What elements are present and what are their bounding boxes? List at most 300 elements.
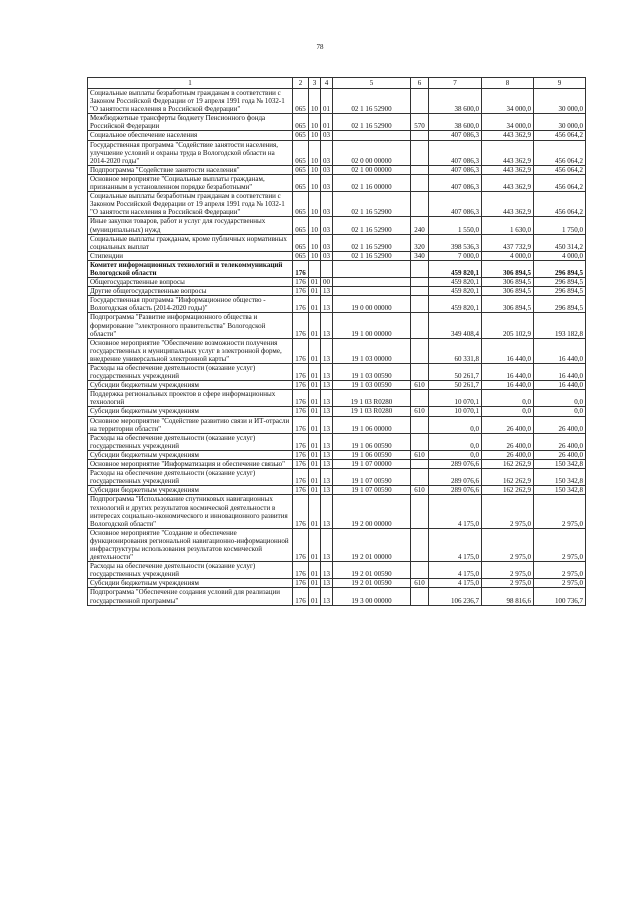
row-admin-code: 176 — [293, 296, 309, 313]
row-subsection: 13 — [321, 313, 333, 338]
row-name: Комитет информационных технологий и телекоммуникаций Вологодской области — [88, 260, 293, 277]
table-row — [88, 131, 586, 140]
header-col-8: 8 — [482, 78, 534, 89]
row-amount-3: 100 736,7 — [534, 588, 586, 605]
row-amount-1: 459 820,1 — [429, 296, 482, 313]
row-admin-code: 176 — [293, 562, 309, 579]
row-subsection: 13 — [321, 495, 333, 528]
table-row — [88, 114, 586, 131]
row-amount-2: 2 975,0 — [482, 495, 534, 528]
table-row — [88, 364, 586, 381]
header-col-5: 5 — [333, 78, 411, 89]
row-amount-3: 296 894,5 — [534, 278, 586, 287]
row-section: 01 — [309, 278, 321, 287]
row-section: 01 — [309, 296, 321, 313]
row-amount-2: 98 816,6 — [482, 588, 534, 605]
row-amount-1: 38 600,0 — [429, 114, 482, 131]
row-name: Расходы на обеспечение деятельности (оказание услуг) государственных учреждений — [88, 469, 293, 486]
row-section: 01 — [309, 364, 321, 381]
row-amount-2: 443 362,9 — [482, 192, 534, 217]
row-target-code: 19 1 00 00000 — [333, 313, 411, 338]
row-section — [309, 260, 321, 277]
row-amount-1: 60 331,8 — [429, 338, 482, 363]
table-row — [88, 495, 586, 528]
header-col-9: 9 — [534, 78, 586, 89]
row-target-code: 19 1 03 R0280 — [333, 390, 411, 407]
row-admin-code: 176 — [293, 495, 309, 528]
row-amount-1: 349 408,4 — [429, 313, 482, 338]
row-target-code: 19 2 01 00590 — [333, 562, 411, 579]
table-row — [88, 165, 586, 174]
row-amount-3: 26 400,0 — [534, 433, 586, 450]
row-section: 10 — [309, 89, 321, 114]
row-amount-2: 16 440,0 — [482, 338, 534, 363]
row-target-code — [333, 131, 411, 140]
row-target-code: 02 1 00 00000 — [333, 165, 411, 174]
row-target-code: 19 1 06 00000 — [333, 416, 411, 433]
row-subsection: 13 — [321, 588, 333, 605]
row-amount-1: 459 820,1 — [429, 287, 482, 296]
row-expense-type — [411, 260, 429, 277]
row-name: Иные закупки товаров, работ и услуг для государственных (муниципальных) нужд — [88, 217, 293, 234]
row-subsection: 13 — [321, 364, 333, 381]
row-admin-code: 176 — [293, 381, 309, 390]
row-name: Расходы на обеспечение деятельности (оказание услуг) государственных учреждений — [88, 433, 293, 450]
row-expense-type — [411, 460, 429, 469]
row-subsection: 13 — [321, 296, 333, 313]
row-admin-code: 065 — [293, 89, 309, 114]
row-target-code — [333, 287, 411, 296]
row-amount-1: 106 236,7 — [429, 588, 482, 605]
row-expense-type — [411, 313, 429, 338]
table-row — [88, 338, 586, 363]
row-section: 01 — [309, 579, 321, 588]
row-name: Основное мероприятие "Обеспечение возможности получения государственных и муниципальных услуг в электронной форме, внедрение универсальной электронной карты" — [88, 338, 293, 363]
row-expense-type — [411, 469, 429, 486]
row-name: Субсидии бюджетным учреждениям — [88, 486, 293, 495]
table-row — [88, 287, 586, 296]
header-col-2: 2 — [293, 78, 309, 89]
row-expense-type: 610 — [411, 407, 429, 416]
row-subsection: 03 — [321, 192, 333, 217]
row-target-code: 02 1 16 52900 — [333, 114, 411, 131]
row-section: 10 — [309, 114, 321, 131]
row-name: Государственная программа "Информационное общество - Вологодская область (2014-2020 годы)" — [88, 296, 293, 313]
row-expense-type — [411, 278, 429, 287]
row-amount-1: 50 261,7 — [429, 364, 482, 381]
row-subsection: 01 — [321, 114, 333, 131]
table-header-row — [88, 78, 586, 89]
row-amount-2: 26 400,0 — [482, 416, 534, 433]
row-name: Другие общегосударственные вопросы — [88, 287, 293, 296]
row-section: 10 — [309, 251, 321, 260]
table-row — [88, 260, 586, 277]
row-admin-code: 176 — [293, 486, 309, 495]
row-subsection: 13 — [321, 486, 333, 495]
table-row — [88, 192, 586, 217]
row-target-code: 19 1 07 00000 — [333, 460, 411, 469]
row-section: 01 — [309, 416, 321, 433]
row-section: 10 — [309, 140, 321, 165]
row-subsection: 13 — [321, 407, 333, 416]
row-admin-code: 065 — [293, 217, 309, 234]
row-amount-2: 306 894,5 — [482, 287, 534, 296]
row-amount-1: 0,0 — [429, 433, 482, 450]
row-amount-3: 16 440,0 — [534, 338, 586, 363]
row-expense-type — [411, 495, 429, 528]
row-name: Субсидии бюджетным учреждениям — [88, 450, 293, 459]
row-target-code: 19 1 03 00590 — [333, 381, 411, 390]
row-name: Основное мероприятие "Информатизация и обеспечение связью" — [88, 460, 293, 469]
row-section: 01 — [309, 528, 321, 561]
row-target-code: 19 2 00 00000 — [333, 495, 411, 528]
row-expense-type: 320 — [411, 234, 429, 251]
row-admin-code: 176 — [293, 450, 309, 459]
row-amount-1: 407 086,3 — [429, 174, 482, 191]
row-expense-type — [411, 89, 429, 114]
row-name: Основное мероприятие "Социальные выплаты гражданам, признанным в установленном порядке безработными" — [88, 174, 293, 191]
row-amount-3: 450 314,2 — [534, 234, 586, 251]
row-section: 01 — [309, 407, 321, 416]
row-name: Подпрограмма "Обеспечение создания условий для реализации государственной программы" — [88, 588, 293, 605]
table-row — [88, 381, 586, 390]
row-amount-2: 443 362,9 — [482, 140, 534, 165]
row-subsection: 13 — [321, 562, 333, 579]
row-name: Стипендии — [88, 251, 293, 260]
table-row — [88, 251, 586, 260]
row-amount-2: 34 000,0 — [482, 89, 534, 114]
row-expense-type: 240 — [411, 217, 429, 234]
row-amount-2: 306 894,5 — [482, 296, 534, 313]
row-amount-2: 162 262,9 — [482, 469, 534, 486]
row-admin-code: 176 — [293, 287, 309, 296]
table-row — [88, 407, 586, 416]
row-amount-1: 407 086,3 — [429, 192, 482, 217]
row-amount-3: 2 975,0 — [534, 562, 586, 579]
row-admin-code: 176 — [293, 338, 309, 363]
row-amount-3: 193 182,8 — [534, 313, 586, 338]
row-section: 01 — [309, 469, 321, 486]
row-amount-2: 16 440,0 — [482, 381, 534, 390]
row-section: 01 — [309, 381, 321, 390]
row-amount-3: 456 064,2 — [534, 131, 586, 140]
row-section: 10 — [309, 131, 321, 140]
row-target-code: 19 1 07 00590 — [333, 486, 411, 495]
row-expense-type — [411, 287, 429, 296]
row-target-code: 19 2 01 00590 — [333, 579, 411, 588]
table-row — [88, 486, 586, 495]
row-subsection: 03 — [321, 217, 333, 234]
row-expense-type: 610 — [411, 450, 429, 459]
row-admin-code: 065 — [293, 234, 309, 251]
row-amount-3: 456 064,2 — [534, 165, 586, 174]
row-target-code: 19 0 00 00000 — [333, 296, 411, 313]
row-target-code: 19 1 06 00590 — [333, 433, 411, 450]
row-target-code: 19 3 00 00000 — [333, 588, 411, 605]
row-section: 01 — [309, 433, 321, 450]
table-row — [88, 579, 586, 588]
row-expense-type — [411, 390, 429, 407]
row-subsection: 03 — [321, 234, 333, 251]
row-amount-1: 407 086,3 — [429, 165, 482, 174]
row-amount-3: 0,0 — [534, 407, 586, 416]
row-target-code — [333, 278, 411, 287]
row-amount-2: 26 400,0 — [482, 450, 534, 459]
row-amount-1: 289 076,6 — [429, 460, 482, 469]
row-target-code: 19 1 03 00000 — [333, 338, 411, 363]
row-amount-3: 296 894,5 — [534, 287, 586, 296]
row-subsection: 13 — [321, 433, 333, 450]
row-amount-3: 1 750,0 — [534, 217, 586, 234]
row-name: Государственная программа "Содействие занятости населения, улучшение условий и охраны труда в Вологодской области на 2014-2020 годы" — [88, 140, 293, 165]
row-admin-code: 065 — [293, 131, 309, 140]
row-section: 10 — [309, 165, 321, 174]
row-admin-code: 176 — [293, 528, 309, 561]
row-amount-2: 0,0 — [482, 407, 534, 416]
table-row — [88, 469, 586, 486]
row-amount-1: 289 076,6 — [429, 486, 482, 495]
row-admin-code: 176 — [293, 579, 309, 588]
row-subsection: 03 — [321, 140, 333, 165]
row-section: 01 — [309, 450, 321, 459]
row-section: 10 — [309, 192, 321, 217]
row-admin-code: 176 — [293, 433, 309, 450]
row-amount-2: 2 975,0 — [482, 579, 534, 588]
row-amount-3: 456 064,2 — [534, 192, 586, 217]
row-amount-3: 0,0 — [534, 390, 586, 407]
row-section: 01 — [309, 495, 321, 528]
row-target-code: 19 1 07 00590 — [333, 469, 411, 486]
row-subsection: 13 — [321, 528, 333, 561]
row-amount-2: 34 000,0 — [482, 114, 534, 131]
row-name: Подпрограмма "Развитие информационного общества и формирование "электронного правительства" Вологодской области" — [88, 313, 293, 338]
row-name: Основное мероприятие "Создание и обеспечение функционирования региональной навигационно-информационной инфраструктуры использования результатов космической деятельности" — [88, 528, 293, 561]
row-expense-type — [411, 296, 429, 313]
row-name: Социальные выплаты безработным гражданам в соответствии с Законом Российской Федерации от 19 апреля 1991 года № 1032-1 "О занятости населения в Российской Федерации" — [88, 192, 293, 217]
table-row — [88, 313, 586, 338]
row-amount-1: 407 086,3 — [429, 140, 482, 165]
row-subsection: 01 — [321, 89, 333, 114]
row-amount-3: 30 000,0 — [534, 114, 586, 131]
row-amount-1: 10 070,1 — [429, 407, 482, 416]
row-amount-1: 7 000,0 — [429, 251, 482, 260]
row-amount-1: 4 175,0 — [429, 579, 482, 588]
row-amount-3: 2 975,0 — [534, 495, 586, 528]
table-row — [88, 528, 586, 561]
table-row — [88, 278, 586, 287]
row-expense-type — [411, 416, 429, 433]
row-name: Субсидии бюджетным учреждениям — [88, 407, 293, 416]
table-body — [88, 89, 586, 606]
row-subsection: 03 — [321, 165, 333, 174]
row-subsection — [321, 260, 333, 277]
row-name: Социальное обеспечение населения — [88, 131, 293, 140]
row-subsection: 13 — [321, 381, 333, 390]
row-amount-2: 162 262,9 — [482, 460, 534, 469]
row-subsection: 03 — [321, 174, 333, 191]
table-row — [88, 460, 586, 469]
row-amount-2: 443 362,9 — [482, 165, 534, 174]
row-amount-3: 150 342,8 — [534, 486, 586, 495]
row-admin-code: 065 — [293, 192, 309, 217]
row-amount-1: 10 070,1 — [429, 390, 482, 407]
table-row — [88, 140, 586, 165]
row-amount-2: 0,0 — [482, 390, 534, 407]
row-target-code: 02 1 16 52900 — [333, 251, 411, 260]
budget-table — [87, 77, 586, 606]
row-amount-1: 4 175,0 — [429, 495, 482, 528]
table-row — [88, 433, 586, 450]
row-target-code: 19 1 03 00590 — [333, 364, 411, 381]
header-col-6: 6 — [411, 78, 429, 89]
row-admin-code: 176 — [293, 460, 309, 469]
row-amount-3: 16 440,0 — [534, 381, 586, 390]
row-section: 01 — [309, 562, 321, 579]
row-expense-type — [411, 165, 429, 174]
row-admin-code: 176 — [293, 588, 309, 605]
table-row — [88, 588, 586, 605]
row-admin-code: 176 — [293, 416, 309, 433]
row-amount-2: 443 362,9 — [482, 131, 534, 140]
row-admin-code: 176 — [293, 260, 309, 277]
row-amount-1: 0,0 — [429, 416, 482, 433]
row-name: Подпрограмма "Использование спутниковых навигационных технологий и других результатов космической деятельности в интересах социально-экономического и инновационного развития Вологодской области" — [88, 495, 293, 528]
row-amount-1: 4 175,0 — [429, 528, 482, 561]
row-section: 01 — [309, 486, 321, 495]
row-subsection: 00 — [321, 278, 333, 287]
row-target-code: 19 1 03 R0280 — [333, 407, 411, 416]
row-name: Расходы на обеспечение деятельности (оказание услуг) государственных учреждений — [88, 562, 293, 579]
row-amount-1: 4 175,0 — [429, 562, 482, 579]
row-admin-code: 065 — [293, 251, 309, 260]
row-section: 10 — [309, 174, 321, 191]
row-expense-type: 610 — [411, 579, 429, 588]
row-admin-code: 176 — [293, 390, 309, 407]
row-target-code: 02 1 16 00000 — [333, 174, 411, 191]
row-expense-type — [411, 528, 429, 561]
row-amount-3: 26 400,0 — [534, 416, 586, 433]
row-section: 01 — [309, 313, 321, 338]
row-amount-1: 407 086,3 — [429, 131, 482, 140]
row-target-code: 02 1 16 52900 — [333, 89, 411, 114]
row-admin-code: 065 — [293, 114, 309, 131]
row-amount-1: 459 820,1 — [429, 260, 482, 277]
row-target-code: 02 1 16 52900 — [333, 217, 411, 234]
row-amount-1: 38 600,0 — [429, 89, 482, 114]
row-admin-code: 065 — [293, 140, 309, 165]
row-amount-1: 398 536,3 — [429, 234, 482, 251]
row-subsection: 03 — [321, 131, 333, 140]
row-name: Социальные выплаты безработным гражданам в соответствии с Законом Российской Федерации от 19 апреля 1991 года № 1032-1 "О занятости населения в Российской Федерации" — [88, 89, 293, 114]
row-expense-type: 610 — [411, 486, 429, 495]
row-subsection: 13 — [321, 338, 333, 363]
row-subsection: 13 — [321, 450, 333, 459]
row-target-code: 02 1 16 52900 — [333, 234, 411, 251]
row-amount-3: 2 975,0 — [534, 528, 586, 561]
row-expense-type — [411, 131, 429, 140]
row-amount-1: 0,0 — [429, 450, 482, 459]
row-expense-type — [411, 562, 429, 579]
row-target-code: 02 1 16 52900 — [333, 192, 411, 217]
table-row — [88, 390, 586, 407]
row-amount-2: 1 630,0 — [482, 217, 534, 234]
row-amount-3: 296 894,5 — [534, 260, 586, 277]
row-amount-2: 26 400,0 — [482, 433, 534, 450]
row-subsection: 13 — [321, 416, 333, 433]
table-row — [88, 217, 586, 234]
row-name: Межбюджетные трансферты бюджету Пенсионного фонда Российской Федерации — [88, 114, 293, 131]
table-row — [88, 296, 586, 313]
row-amount-3: 456 064,2 — [534, 140, 586, 165]
row-name: Подпрограмма "Содействие занятости населения" — [88, 165, 293, 174]
row-amount-3: 16 440,0 — [534, 364, 586, 381]
row-amount-2: 306 894,5 — [482, 278, 534, 287]
row-subsection: 13 — [321, 287, 333, 296]
row-expense-type — [411, 364, 429, 381]
row-name: Субсидии бюджетным учреждениям — [88, 381, 293, 390]
row-target-code: 19 2 01 00000 — [333, 528, 411, 561]
row-admin-code: 176 — [293, 278, 309, 287]
row-subsection: 13 — [321, 469, 333, 486]
row-name: Расходы на обеспечение деятельности (оказание услуг) государственных учреждений — [88, 364, 293, 381]
row-amount-2: 2 975,0 — [482, 528, 534, 561]
row-expense-type — [411, 140, 429, 165]
page-number: 78 — [316, 43, 324, 51]
row-expense-type: 610 — [411, 381, 429, 390]
row-expense-type: 340 — [411, 251, 429, 260]
row-amount-3: 456 064,2 — [534, 174, 586, 191]
row-amount-2: 162 262,9 — [482, 486, 534, 495]
row-admin-code: 065 — [293, 165, 309, 174]
row-amount-3: 2 975,0 — [534, 579, 586, 588]
row-name: Социальные выплаты гражданам, кроме публичных нормативных социальных выплат — [88, 234, 293, 251]
row-subsection: 13 — [321, 390, 333, 407]
row-admin-code: 176 — [293, 364, 309, 381]
header-col-1: 1 — [88, 78, 293, 89]
row-amount-2: 443 362,9 — [482, 174, 534, 191]
header-col-4: 4 — [321, 78, 333, 89]
row-name: Поддержка региональных проектов в сфере информационных технологий — [88, 390, 293, 407]
row-target-code: 02 0 00 00000 — [333, 140, 411, 165]
row-section: 01 — [309, 588, 321, 605]
table-row — [88, 416, 586, 433]
table-row — [88, 562, 586, 579]
row-section: 01 — [309, 338, 321, 363]
row-name: Общегосударственные вопросы — [88, 278, 293, 287]
row-section: 10 — [309, 234, 321, 251]
table-row — [88, 89, 586, 114]
row-target-code — [333, 260, 411, 277]
row-name: Основное мероприятие "Содействие развитию связи и ИТ-отрасли на территории области" — [88, 416, 293, 433]
row-amount-1: 459 820,1 — [429, 278, 482, 287]
row-amount-3: 26 400,0 — [534, 450, 586, 459]
row-expense-type — [411, 338, 429, 363]
header-col-7: 7 — [429, 78, 482, 89]
row-expense-type — [411, 174, 429, 191]
row-amount-2: 16 440,0 — [482, 364, 534, 381]
row-admin-code: 176 — [293, 313, 309, 338]
row-amount-1: 50 261,7 — [429, 381, 482, 390]
row-section: 10 — [309, 217, 321, 234]
row-amount-2: 437 732,9 — [482, 234, 534, 251]
row-expense-type: 570 — [411, 114, 429, 131]
row-amount-1: 289 076,6 — [429, 469, 482, 486]
row-amount-2: 306 894,5 — [482, 260, 534, 277]
header-col-3: 3 — [309, 78, 321, 89]
row-amount-3: 296 894,5 — [534, 296, 586, 313]
row-amount-3: 4 000,0 — [534, 251, 586, 260]
row-expense-type — [411, 588, 429, 605]
